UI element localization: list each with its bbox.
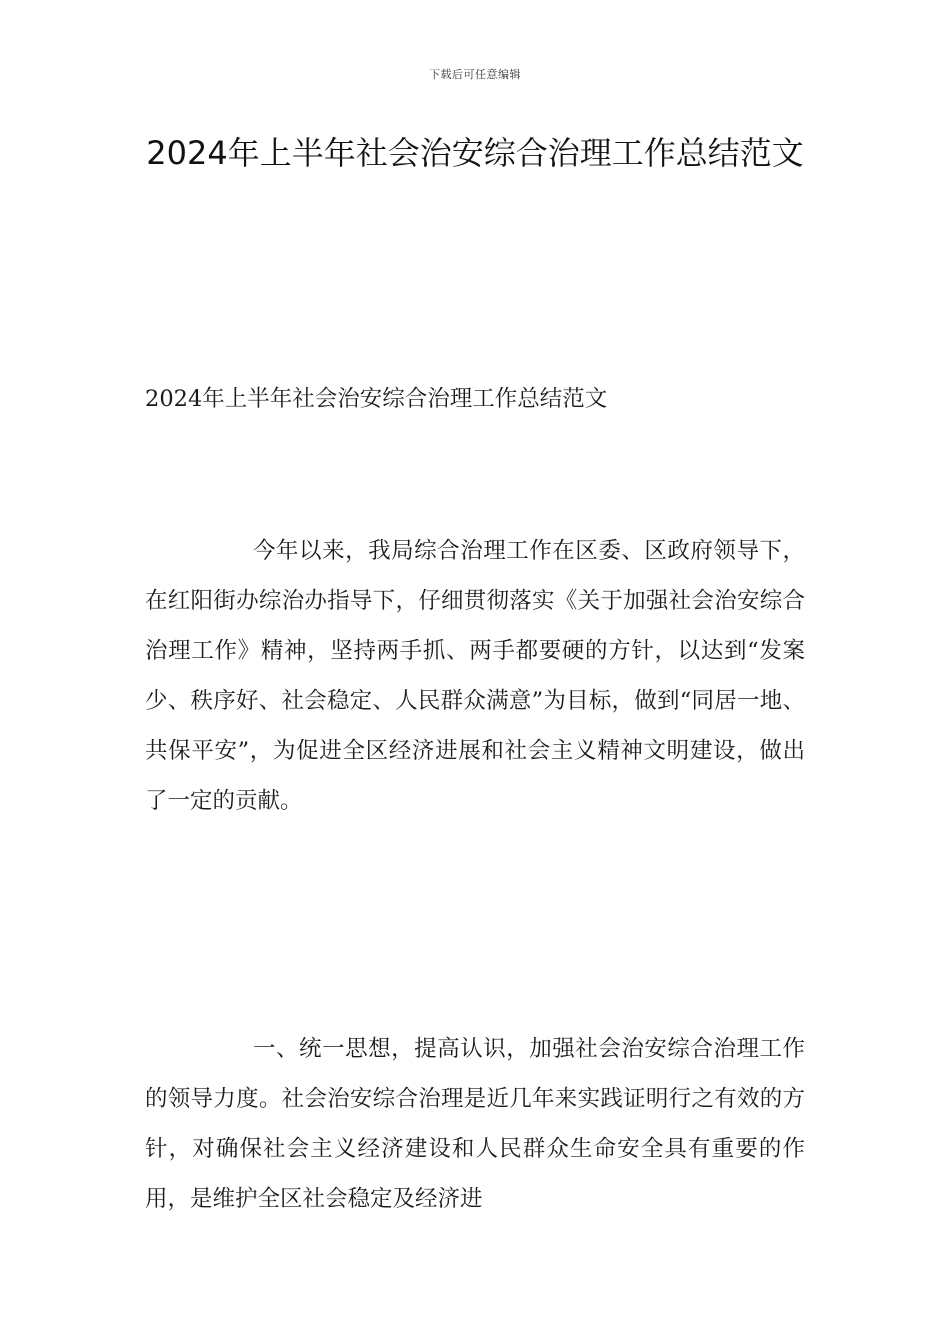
document-title: 2024年上半年社会治安综合治理工作总结范文 <box>146 134 804 172</box>
paragraph-intro: 今年以来，我局综合治理工作在区委、区政府领导下，在红阳街办综治办指导下，仔细贯彻落实《关于加强社会治安综合治理工作》精神，坚持两手抓、两手都要硬的方针，以达到“发案少、秩序好、社会稳定、人民群众满意”为目标，做到“同居一地、共保平安”，为促进全区经济进展和社会主义精神文明建设，做出了一定的贡献。 <box>145 538 805 814</box>
header-note: 下载后可任意编辑 <box>429 68 521 81</box>
paragraph-section-one: 一、统一思想，提高认识，加强社会治安综合治理工作的领导力度。社会治安综合治理是近几年来实践证明行之有效的方针，对确保社会主义经济建设和人民群众生命安全具有重要的作用，是维护全区社会稳定及经济进 <box>145 1036 805 1212</box>
document-subtitle: 2024年上半年社会治安综合治理工作总结范文 <box>145 386 608 412</box>
